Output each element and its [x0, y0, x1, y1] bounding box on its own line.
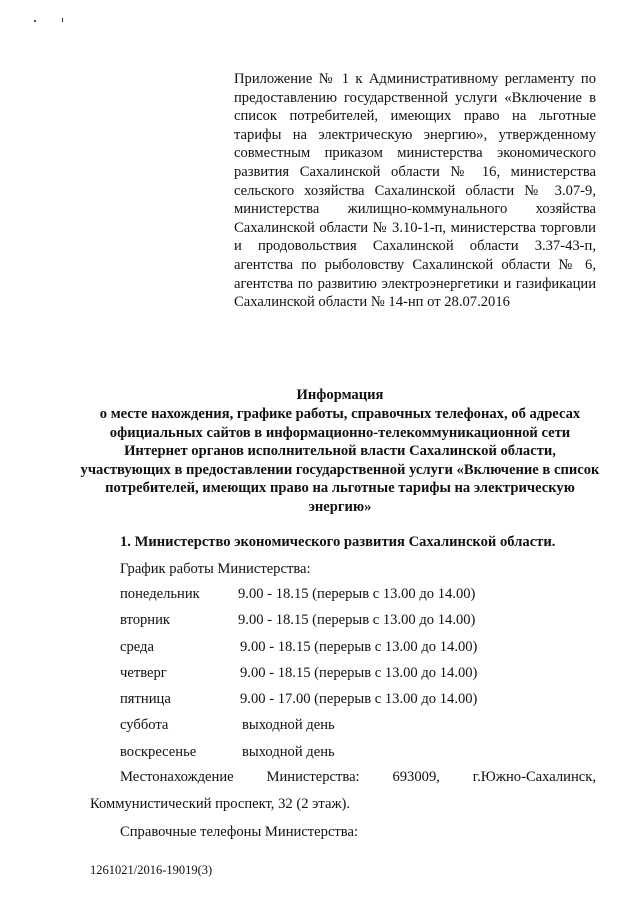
location-line: [120, 768, 596, 786]
location-zip: 693009,: [392, 769, 440, 785]
location-street: Коммунистический проспект, 32 (2 этаж).: [90, 796, 351, 812]
schedule-day: воскресенье: [120, 743, 197, 760]
scan-speck: [62, 18, 63, 22]
schedule-row: [120, 611, 540, 637]
schedule-hours: выходной день: [242, 717, 335, 734]
schedule-day: четверг: [120, 664, 167, 681]
schedule-hours: 9.00 - 18.15 (перерыв с 13.00 до 14.00): [238, 586, 476, 602]
document-number: 1261021/2016-19019(3): [90, 863, 213, 877]
info-title: Информация: [296, 387, 384, 403]
schedule-row: [120, 743, 540, 769]
schedule-title: График работы Министерства:: [120, 561, 311, 577]
section-heading: 1. Министерство экономического развития Сахалинской области.: [120, 534, 556, 550]
schedule-row: [120, 664, 540, 690]
schedule-hours: выходной день: [242, 743, 335, 760]
phones-label: Справочные телефоны Министерства:: [120, 824, 359, 840]
info-subtitle: о месте нахождения, графике работы, справочных телефонах, об адресах официальных сайтов в информационно-телекоммуникационной сети Интернет органов исполнительной власти Сахалинской области, участвующих в предоставлении государственной услуги «Включение в список потребителей, имеющих право на льготные тарифы на электрическую энергию»: [80, 406, 600, 515]
schedule-day: пятница: [120, 691, 171, 708]
schedule-day: суббота: [120, 717, 169, 734]
schedule-hours: 9.00 - 18.15 (перерыв с 13.00 до 14.00): [240, 664, 478, 681]
schedule-row: [120, 716, 540, 742]
schedule-day: вторник: [120, 612, 171, 629]
schedule-row: [120, 585, 540, 611]
location-city: г.Южно-Сахалинск,: [472, 769, 596, 785]
appendix-note: Приложение № 1 к Административному регламенту по предоставлению государственной услуги «Включение в список потребителей, имеющих право на льготные тарифы на электрическую энергию», утвержденному совместным приказом министерства экономического развития Сахалинской области № 16, министерства сельского хозяйства Сахалинской области № 3.07-9, министерства жилищно-коммунального хозяйства Сахалинской области № 3.10-1-п, министерства торговли и продовольствия Сахалинской области 3.37-43-п, агентства по рыболовству Сахалинской области № 6, агентства по развитию электроэнергетики и газификации Сахалинской области № 14-нп от 28.07.2016: [234, 71, 596, 311]
schedule-day: понедельник: [120, 586, 200, 602]
schedule-list: [120, 585, 540, 769]
schedule-day: среда: [120, 638, 154, 655]
schedule-hours: 9.00 - 17.00 (перерыв с 13.00 до 14.00): [240, 691, 478, 708]
location-word: Министерства:: [266, 769, 360, 785]
schedule-hours: 9.00 - 18.15 (перерыв с 13.00 до 14.00): [240, 638, 478, 655]
schedule-hours: 9.00 - 18.15 (перерыв с 13.00 до 14.00): [238, 612, 476, 629]
location-label: Местонахождение: [120, 769, 234, 785]
scan-speck: [34, 20, 36, 22]
schedule-row: [120, 638, 540, 664]
schedule-row: [120, 690, 540, 716]
